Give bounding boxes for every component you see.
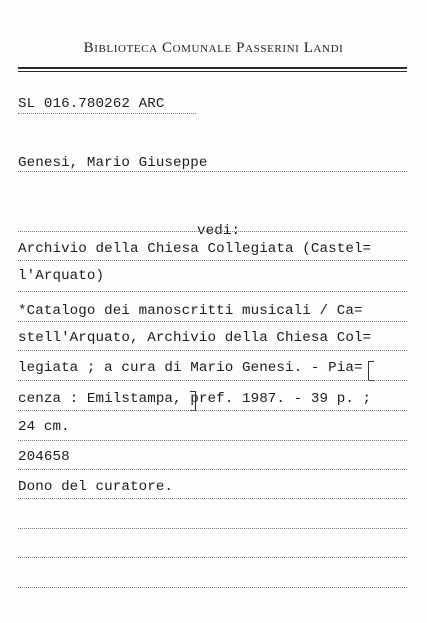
provenance-note: Dono del curatore. [18,479,174,495]
entry-line-7: 24 cm. [18,419,70,435]
rule-8 [18,439,407,441]
rule-12 [18,556,407,558]
see-reference: vedi: [197,223,241,239]
entry-line-6: cenza : Emilstampa, pref. 1987. - 39 p. ; [18,391,372,407]
author-heading: Genesi, Mario Giuseppe [18,155,208,171]
rule-11 [18,527,407,529]
rule-6 [18,379,407,381]
rule-5 [18,349,407,351]
shelfmark-underline [18,112,196,114]
entry-line-4: stell'Arquato, Archivio della Chiesa Col= [18,330,372,346]
shelfmark: SL 016.780262 ARC [18,96,165,112]
rule-3 [18,290,407,292]
inventory-number: 204658 [18,449,70,465]
rule-13 [18,586,407,588]
library-header: Biblioteca Comunale Passerini Landi [83,40,344,56]
entry-line-3: *Catalogo dei manoscritti musicali / Ca= [18,303,363,319]
rule-4 [18,320,407,322]
rule-10 [18,497,407,499]
header-rule-top [18,67,407,69]
rule-7 [18,409,407,411]
rule-9 [18,468,407,470]
rule-2 [18,259,407,261]
author-rule [18,170,407,172]
rule-1 [18,230,407,232]
bracket-open-mark [368,361,374,381]
header-rule-bottom [18,71,407,72]
entry-line-5: legiata ; a cura di Mario Genesi. - Pia= [18,360,363,376]
entry-line-2: l'Arquato) [18,268,105,284]
entry-line-1: Archivio della Chiesa Collegiata (Castel= [18,241,372,257]
bracket-close-mark [190,391,196,411]
